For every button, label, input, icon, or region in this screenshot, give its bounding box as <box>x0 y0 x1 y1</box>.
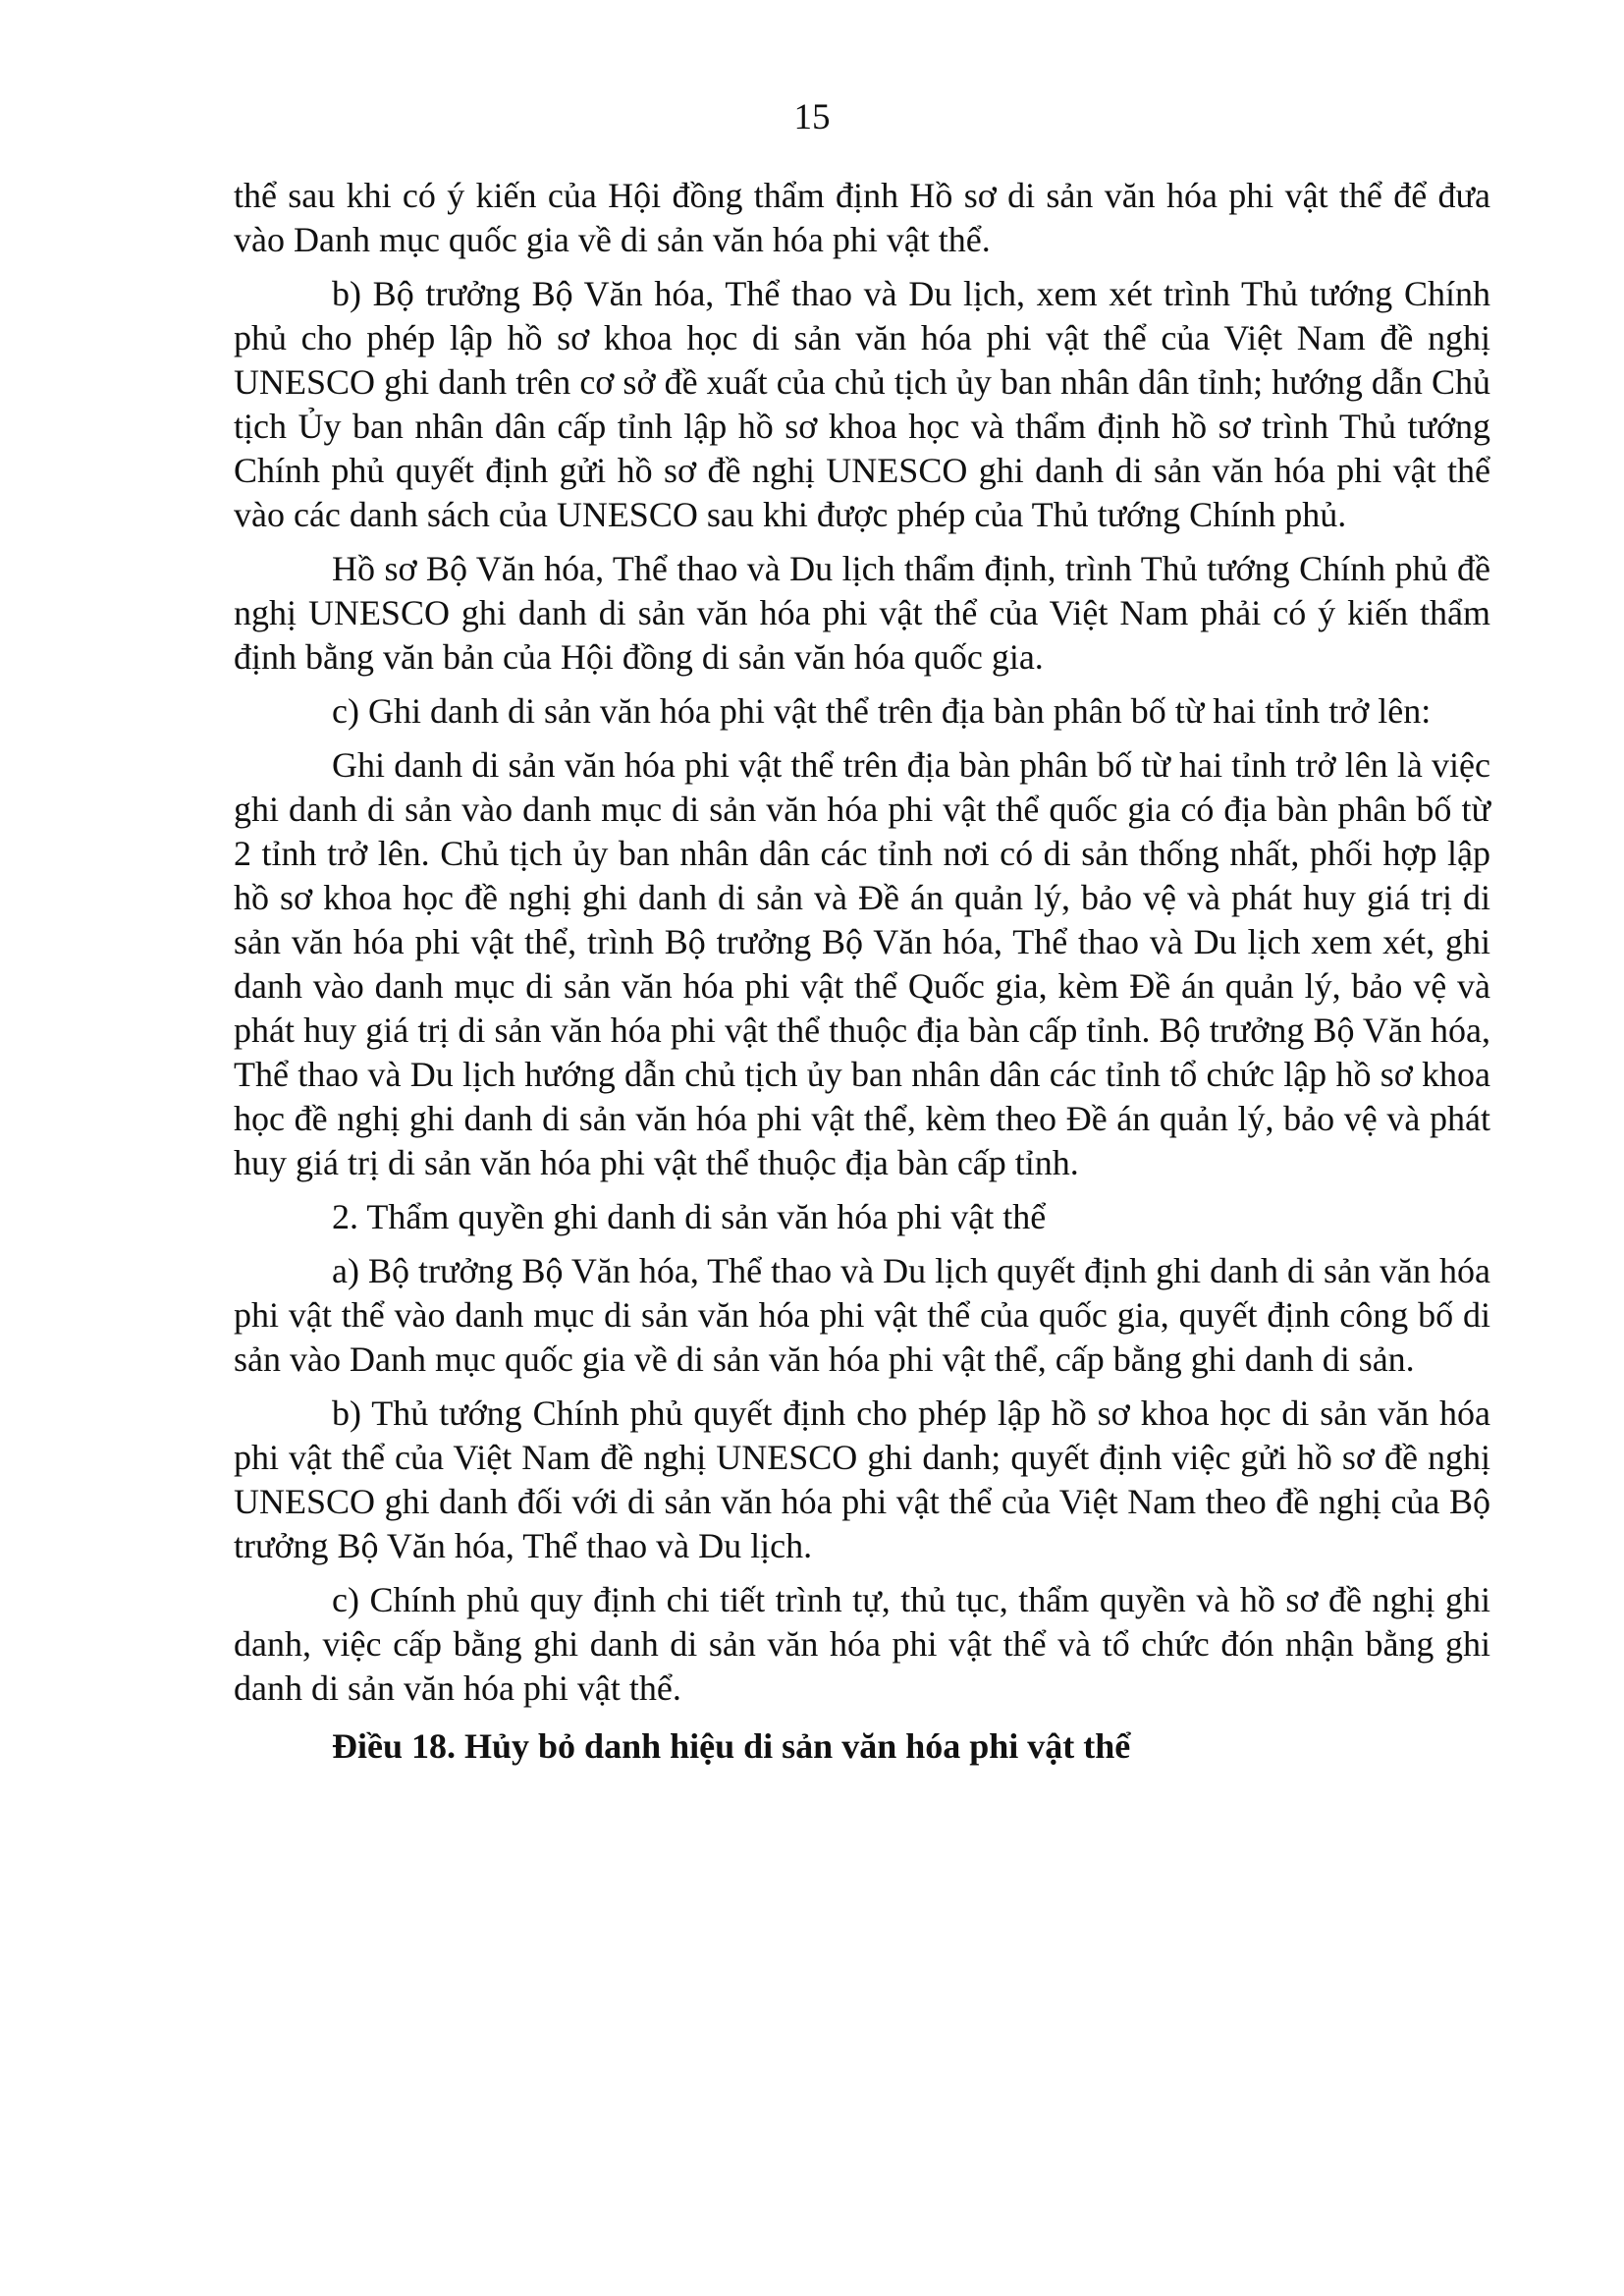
article-heading: Điều 18. Hủy bỏ danh hiệu di sản văn hóa phi vật thể <box>332 1726 1131 1766</box>
paragraph-section-2: 2. Thẩm quyền ghi danh di sản văn hóa phi vật thể <box>332 1197 1047 1236</box>
page-number: 15 <box>793 97 831 137</box>
paragraph-clause-b: b) Bộ trưởng Bộ Văn hóa, Thể thao và Du lịch, xem xét trình Thủ tướng Chính phủ cho phép lập hồ sơ khoa học di sản văn hóa phi vật thể của Việt Nam đề nghị UNESCO ghi danh trên cơ sở đề xuất của chủ tịch ủy ban nhân dân tỉnh; hướng dẫn Chủ tịch Ủy ban nhân dân cấp tỉnh lập hồ sơ khoa học và thẩm định hồ sơ trình Thủ tướng Chính phủ quyết định gửi hồ sơ đề nghị UNESCO ghi danh di sản văn hóa phi vật thể vào các danh sách của UNESCO sau khi được phép của Thủ tướng Chính phủ. <box>234 274 1490 534</box>
paragraph-dossier-appraisal: Hồ sơ Bộ Văn hóa, Thể thao và Du lịch thẩm định, trình Thủ tướng Chính phủ đề nghị UNESCO ghi danh di sản văn hóa phi vật thể của Việt Nam phải có ý kiến thẩm định bằng văn bản của Hội đồng di sản văn hóa quốc gia. <box>234 549 1490 677</box>
paragraph-clause-c: c) Ghi danh di sản văn hóa phi vật thể trên địa bàn phân bố từ hai tỉnh trở lên: <box>332 691 1432 731</box>
paragraph-section-2a: a) Bộ trưởng Bộ Văn hóa, Thể thao và Du lịch quyết định ghi danh di sản văn hóa phi vật thể vào danh mục di sản văn hóa phi vật thể của quốc gia, quyết định công bố di sản vào Danh mục quốc gia về di sản văn hóa phi vật thể, cấp bằng ghi danh di sản. <box>234 1251 1491 1379</box>
paragraph-section-2c: c) Chính phủ quy định chi tiết trình tự, thủ tục, thẩm quyền và hồ sơ đề nghị ghi danh, việc cấp bằng ghi danh di sản văn hóa phi vật thể và tổ chức đón nhận bằng ghi danh di sản văn hóa phi vật thể. <box>234 1580 1490 1708</box>
document-body <box>234 174 1490 1778</box>
paragraph-continuation: thể sau khi có ý kiến của Hội đồng thẩm định Hồ sơ di sản văn hóa phi vật thể để đưa vào Danh mục quốc gia về di sản văn hóa phi vật thể. <box>234 176 1490 259</box>
paragraph-multi-province: Ghi danh di sản văn hóa phi vật thể trên địa bàn phân bố từ hai tỉnh trở lên là việc ghi danh di sản vào danh mục di sản văn hóa phi vật thể quốc gia có địa bàn phân bố từ 2 tỉnh trở lên. Chủ tịch ủy ban nhân dân các tỉnh nơi có di sản thống nhất, phối hợp lập hồ sơ khoa học đề nghị ghi danh di sản và Đề án quản lý, bảo vệ và phát huy giá trị di sản văn hóa phi vật thể, trình Bộ trưởng Bộ Văn hóa, Thể thao và Du lịch xem xét, ghi danh vào danh mục di sản văn hóa phi vật thể Quốc gia, kèm Đề án quản lý, bảo vệ và phát huy giá trị di sản văn hóa phi vật thể thuộc địa bàn cấp tỉnh. Bộ trưởng Bộ Văn hóa, Thể thao và Du lịch hướng dẫn chủ tịch ủy ban nhân dân các tỉnh tổ chức lập hồ sơ khoa học đề nghị ghi danh di sản văn hóa phi vật thể, kèm theo Đề án quản lý, bảo vệ và phát huy giá trị di sản văn hóa phi vật thể thuộc địa bàn cấp tỉnh. <box>234 745 1490 1182</box>
paragraph-section-2b: b) Thủ tướng Chính phủ quyết định cho phép lập hồ sơ khoa học di sản văn hóa phi vật thể của Việt Nam đề nghị UNESCO ghi danh; quyết định việc gửi hồ sơ đề nghị UNESCO ghi danh đối với di sản văn hóa phi vật thể của Việt Nam theo đề nghị của Bộ trưởng Bộ Văn hóa, Thể thao và Du lịch. <box>234 1394 1490 1565</box>
